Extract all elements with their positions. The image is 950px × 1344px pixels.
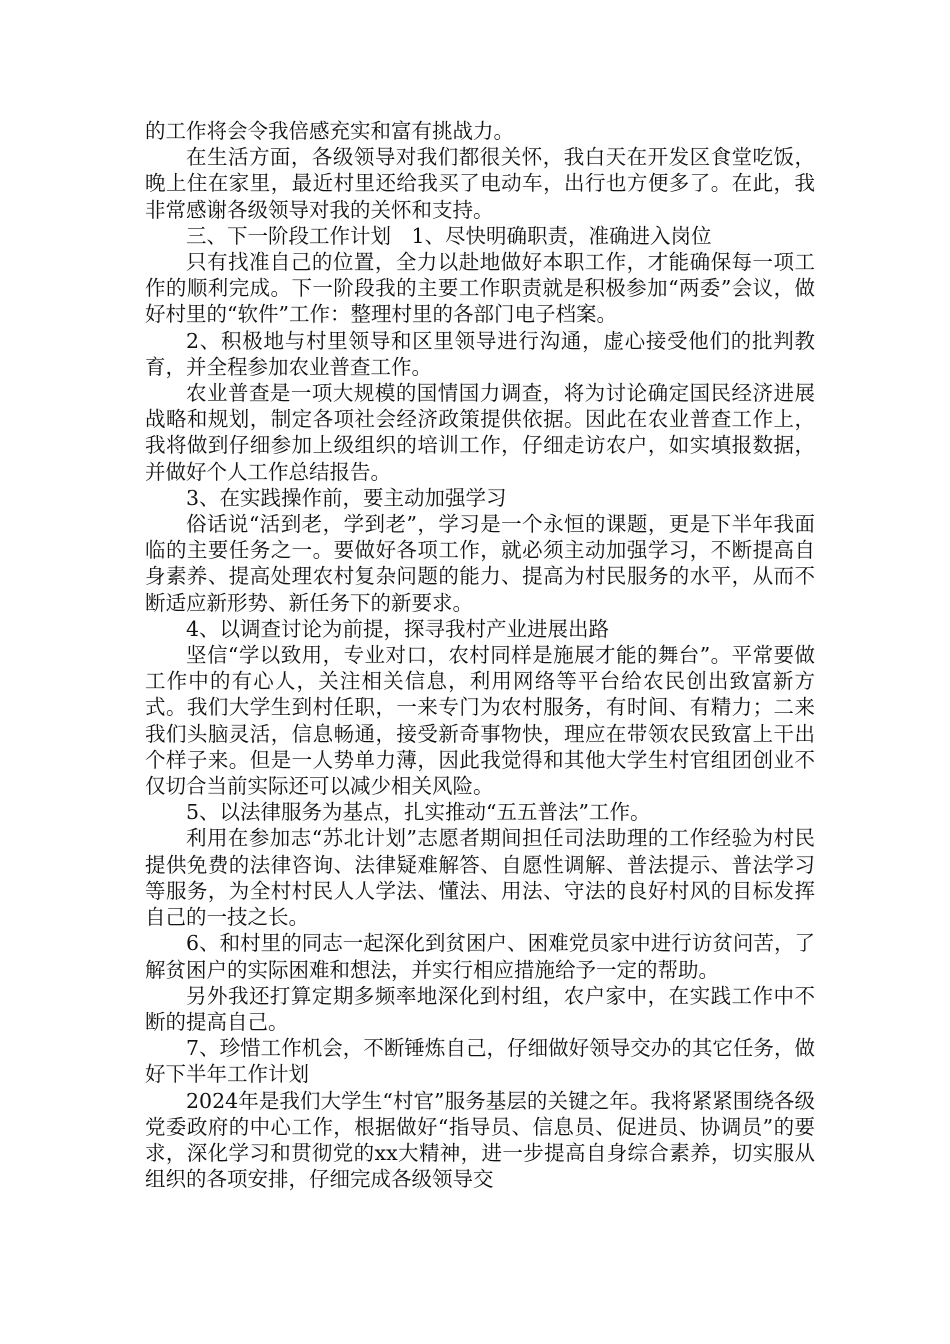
- paragraph-legal: 利用在参加志“苏北计划”志愿者期间担任司法助理的工作经验为村民提供免费的法律咨询、法律疑难解答、自愿性调解、普法提示、普法学习等服务，为全村村民人人学法、懂法、用法、守法的良好村风的目标发挥自己的一技之长。: [145, 826, 815, 930]
- paragraph-continuation: 的工作将会令我倍感充实和富有挑战力。: [145, 119, 514, 143]
- item-4-heading: 4、以调查讨论为前提，探寻我村产业进展出路: [186, 616, 610, 641]
- item-3-heading: 3、在实践操作前，要主动加强学习: [186, 485, 507, 510]
- paragraph-industry: 坚信“学以致用，专业对口，农村同样是施展才能的舞台”。平常要做工作中的有心人，关注相关信息，利用网络等平台给农民创出致富新方式。我们大学生到村任职，一来专门为农村服务，有时间、有精力；二来我们头脑灵活，信息畅通，接受新奇事物快，理应在带领农民致富上干出个样子来。但是一人势单力薄，因此我觉得和其他大学生村官组团创业不仅切合当前实际还可以减少相关风险。: [145, 643, 815, 799]
- paragraph-2024: 2024年是我们大学生“村官”服务基层的关键之年。我将紧紧围绕各级党委政府的中心工作，根据做好“指导员、信息员、促进员、协调员”的要求，深化学习和贯彻党的xx大精神，进一步提高自身综合素养，切实服从组织的各项安排，仔细完成各级领导交: [145, 1088, 815, 1192]
- paragraph-position: 只有找准自己的位置，全力以赴地做好本职工作，才能确保每一项工作的顺利完成。下一阶段我的主要工作职责就是积极参加“两委”会议，做好村里的“软件”工作：整理村里的各部门电子档案。: [145, 250, 815, 327]
- item-2-heading: 2、积极地与村里领导和区里领导进行沟通，虚心接受他们的批判教育，并全程参加农业普查工作。: [145, 328, 815, 379]
- paragraph-census: 农业普查是一项大规模的国情国力调查，将为讨论确定国民经济进展战略和规划，制定各项社会经济政策提供依据。因此在农业普查工作上，我将做到仔细参加上级组织的培训工作，仔细走访农户，如实填报数据，并做好个人工作总结报告。: [145, 381, 815, 484]
- document-body: [145, 118, 815, 1192]
- item-6-heading: 6、和村里的同志一起深化到贫困户、困难党员家中进行访贫问苦，了解贫困户的实际困难和想法，并实行相应措施给予一定的帮助。: [145, 931, 815, 982]
- item-5-heading: 5、以法律服务为基点，扎实推动“五五普法”工作。: [186, 800, 651, 825]
- section-heading-next-plan: 三、下一阶段工作计划 1、尽快明确职责，准确进入岗位: [186, 223, 712, 248]
- paragraph-living: 在生活方面，各级领导对我们都很关怀，我白天在开发区食堂吃饭，晚上住在家里，最近村里还给我买了电动车，出行也方便多了。在此，我非常感谢各级领导对我的关怀和支持。: [145, 145, 815, 222]
- paragraph-visits: 另外我还打算定期多频率地深化到村组，农户家中，在实践工作中不断的提高自己。: [145, 983, 815, 1034]
- paragraph-learning: 俗话说“活到老，学到老”，学习是一个永恒的课题，更是下半年我面临的主要任务之一。要做好各项工作，就必须主动加强学习，不断提高自身素养、提高处理农村复杂问题的能力、提高为村民服务的水平，从而不断适应新形势、新任务下的新要求。: [145, 512, 815, 615]
- item-7-heading: 7、珍惜工作机会，不断锤炼自己，仔细做好领导交办的其它任务，做好下半年工作计划: [145, 1036, 815, 1087]
